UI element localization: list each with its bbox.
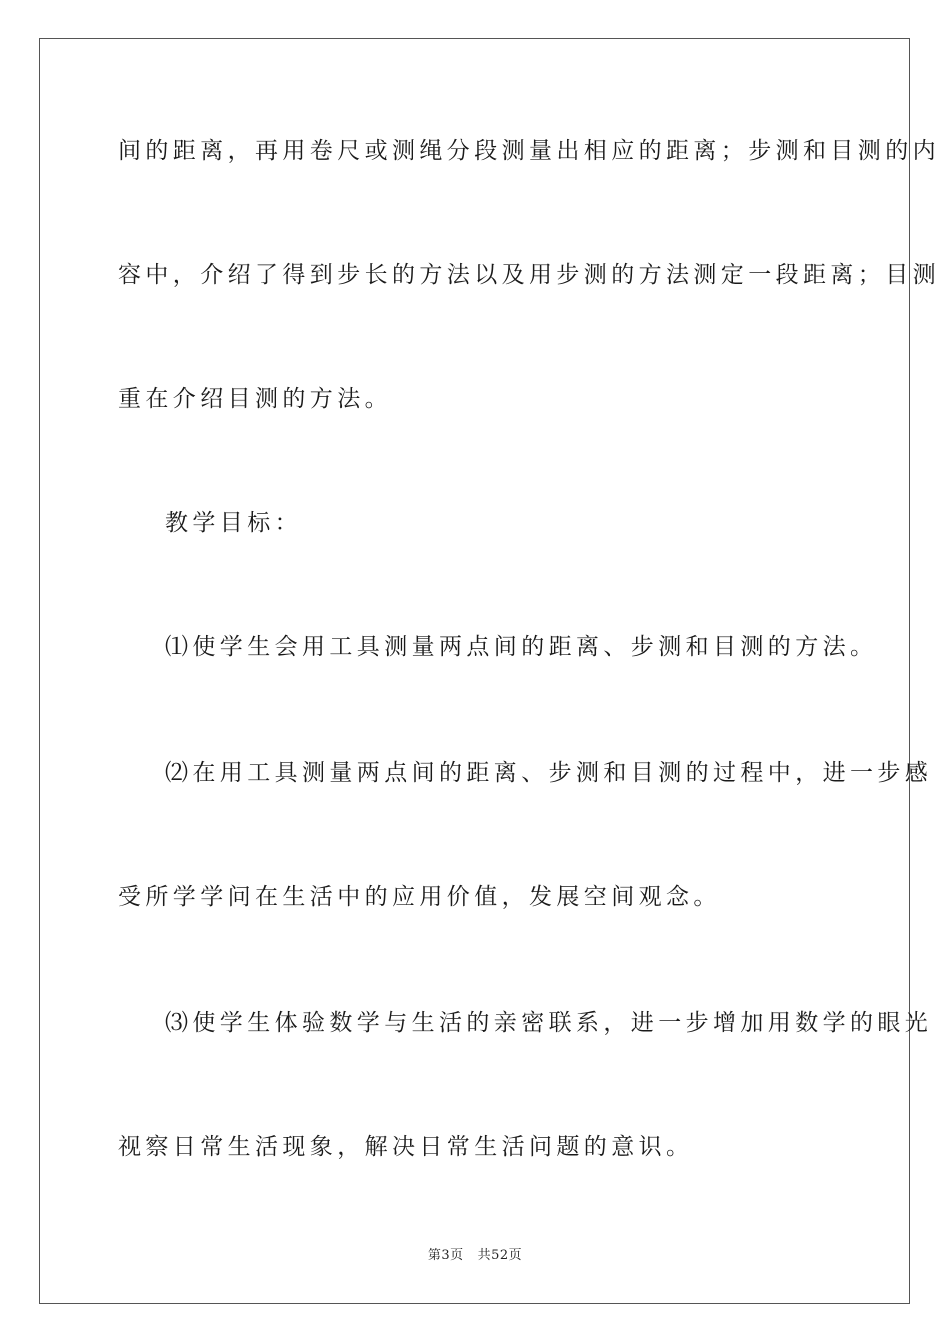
section-heading: 教学目标： bbox=[165, 510, 302, 536]
list-item: ⑵在用工具测量两点间的距离、步测和目测的过程中，进一步感 bbox=[165, 760, 933, 786]
body-text-line: 容中，介绍了得到步长的方法以及用步测的方法测定一段距离；目测 bbox=[118, 262, 940, 288]
page-number: 第3页 bbox=[427, 1248, 464, 1263]
list-item: ⑴使学生会用工具测量两点间的距离、步测和目测的方法。 bbox=[165, 634, 878, 660]
page-border bbox=[39, 38, 940, 1304]
body-text-line: 视察日常生活现象，解决日常生活问题的意识。 bbox=[118, 1134, 694, 1160]
page-total: 共52页 bbox=[477, 1248, 523, 1263]
page-footer bbox=[0, 1247, 950, 1265]
body-text-line: 间的距离，再用卷尺或测绳分段测量出相应的距离；步测和目测的内 bbox=[118, 138, 940, 164]
list-item: ⑶使学生体验数学与生活的亲密联系，进一步增加用数学的眼光 bbox=[165, 1010, 933, 1036]
body-text-line: 受所学学问在生活中的应用价值，发展空间观念。 bbox=[118, 884, 721, 910]
body-text-line: 重在介绍目测的方法。 bbox=[118, 386, 392, 412]
